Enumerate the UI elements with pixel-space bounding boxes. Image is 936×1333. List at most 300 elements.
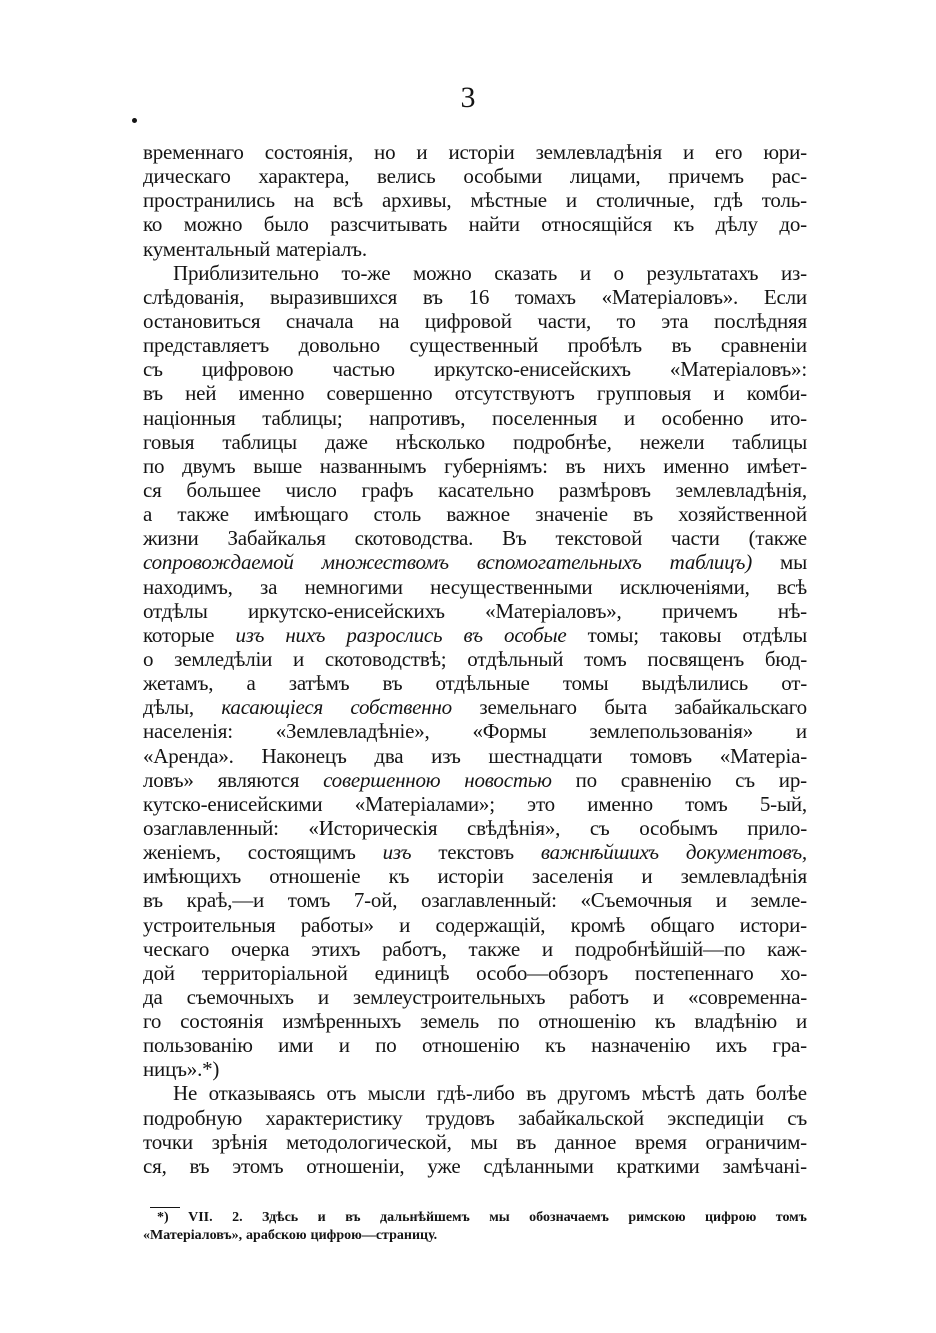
word: *) bbox=[157, 1210, 169, 1225]
word: ко bbox=[143, 212, 163, 237]
word: текстовъ bbox=[438, 840, 514, 865]
word: въ bbox=[516, 1129, 537, 1154]
text-line bbox=[143, 478, 807, 502]
word: и bbox=[652, 984, 664, 1009]
word: «Матеріаловъ», bbox=[485, 598, 622, 623]
text-line bbox=[143, 744, 807, 768]
word: мысли bbox=[367, 1081, 426, 1106]
word: методологической, bbox=[286, 1129, 452, 1154]
margin-dot bbox=[132, 118, 137, 123]
word: хо- bbox=[780, 960, 807, 985]
word: въ bbox=[565, 453, 586, 478]
word: націонныя bbox=[143, 405, 236, 430]
text-line bbox=[143, 695, 807, 719]
word: отсутствуютъ bbox=[454, 381, 575, 406]
word: поселенныя bbox=[491, 405, 598, 430]
word: дой bbox=[143, 960, 175, 985]
word: состоянія bbox=[180, 1009, 264, 1034]
word: данное bbox=[554, 1129, 617, 1154]
word: состоящимъ bbox=[247, 840, 356, 865]
word: съ bbox=[143, 357, 163, 382]
word: гдѣ-либо bbox=[436, 1081, 515, 1106]
word: краѣ,—и bbox=[186, 888, 265, 913]
word: несущественными bbox=[430, 574, 593, 599]
word: до- bbox=[779, 212, 807, 237]
word: иркутско-енисейскихъ bbox=[434, 357, 631, 382]
word: въ bbox=[143, 888, 163, 913]
word: дическаго bbox=[143, 164, 231, 189]
word: сравненію bbox=[620, 767, 712, 792]
word: послѣдняя bbox=[714, 308, 807, 333]
word: Если bbox=[763, 284, 807, 309]
word: исключеніями, bbox=[619, 574, 750, 599]
word: въ bbox=[526, 1081, 547, 1106]
text-line bbox=[143, 454, 807, 478]
text-line bbox=[143, 1081, 807, 1105]
word: разсчитывать bbox=[330, 212, 448, 237]
word: эта bbox=[661, 308, 689, 333]
word: этомъ bbox=[232, 1153, 284, 1178]
word: сопровождаемой bbox=[143, 550, 294, 575]
word: обозначаемъ bbox=[529, 1210, 609, 1225]
text-line bbox=[143, 671, 807, 695]
word: а bbox=[246, 671, 256, 696]
word: части, bbox=[537, 308, 592, 333]
word: съ bbox=[787, 1105, 807, 1130]
word: подробнѣе, bbox=[512, 429, 612, 454]
word: замѣчані- bbox=[722, 1153, 807, 1178]
word: цифрою bbox=[704, 1210, 757, 1225]
text-line bbox=[143, 937, 807, 961]
word: томъ bbox=[287, 888, 331, 913]
word: и bbox=[795, 1009, 807, 1034]
text-line bbox=[143, 333, 807, 357]
word: «Матеріаловъ», bbox=[143, 1228, 243, 1243]
word: землеустроительныхъ bbox=[352, 984, 546, 1009]
text-line bbox=[143, 768, 807, 792]
word: губерніямъ: bbox=[444, 453, 548, 478]
word: гра- bbox=[772, 1033, 807, 1058]
word: кутско-енисейскими bbox=[143, 791, 323, 816]
word: къ bbox=[654, 1009, 676, 1034]
word: два bbox=[374, 743, 404, 768]
word: матеріалъ. bbox=[276, 236, 367, 261]
word: въ bbox=[143, 381, 163, 406]
word: «Съемочныя bbox=[580, 888, 693, 913]
word: комби- bbox=[746, 381, 807, 406]
word: дать bbox=[706, 1081, 745, 1106]
word: значеніе bbox=[535, 502, 608, 527]
word: въ bbox=[671, 333, 692, 358]
word: «Формы bbox=[472, 719, 547, 744]
word: нѣсколько bbox=[395, 429, 485, 454]
word: архивы, bbox=[381, 188, 452, 213]
word: томъ bbox=[775, 1210, 807, 1225]
word: 2. bbox=[232, 1210, 243, 1225]
word: отъ bbox=[326, 1081, 357, 1106]
word: и bbox=[795, 719, 807, 744]
word: отдѣльный bbox=[467, 646, 564, 671]
word: измѣренныхъ bbox=[282, 1009, 402, 1034]
word: томахъ bbox=[514, 284, 576, 309]
word: ницъ».*) bbox=[143, 1057, 220, 1082]
word: по bbox=[575, 767, 597, 792]
word: мѣстные bbox=[470, 188, 547, 213]
text-line bbox=[143, 526, 807, 550]
word: совершенно bbox=[326, 381, 433, 406]
text-line bbox=[143, 840, 807, 864]
word: нежели bbox=[639, 429, 705, 454]
word: и bbox=[317, 1210, 326, 1225]
word: столичные, bbox=[595, 188, 695, 213]
word: единицѣ bbox=[374, 960, 450, 985]
word: работъ bbox=[569, 984, 629, 1009]
word: въ bbox=[345, 1210, 361, 1225]
word: по bbox=[375, 1033, 397, 1058]
text-line bbox=[143, 1009, 807, 1033]
word: имѣющихъ bbox=[143, 864, 241, 889]
word: 5-ый, bbox=[759, 791, 807, 816]
text-line bbox=[143, 816, 807, 840]
word: частью bbox=[332, 357, 395, 382]
word: отдѣльные bbox=[435, 671, 530, 696]
word: особымъ bbox=[639, 815, 718, 840]
page-number: 3 bbox=[460, 81, 476, 114]
word: уже bbox=[427, 1153, 461, 1178]
word: имѣющаго bbox=[254, 502, 349, 527]
word: пробѣлъ bbox=[567, 333, 642, 358]
word: затѣмъ bbox=[288, 671, 350, 696]
word: съ bbox=[735, 767, 755, 792]
text-line bbox=[143, 913, 807, 937]
word: графъ bbox=[361, 477, 414, 502]
word: бюд- bbox=[764, 646, 807, 671]
word: особенно bbox=[661, 405, 744, 430]
word: это bbox=[527, 791, 555, 816]
text-line bbox=[143, 406, 807, 430]
word: на bbox=[293, 188, 315, 213]
word: дѣлы, bbox=[143, 695, 194, 720]
word: и bbox=[399, 912, 411, 937]
word: слѣдованія, bbox=[143, 284, 245, 309]
word: территоріальной bbox=[201, 960, 348, 985]
word: двумъ bbox=[182, 453, 236, 478]
word: «Матеріаловъ»: bbox=[669, 357, 807, 382]
word: результатахъ bbox=[646, 260, 759, 285]
word: на bbox=[379, 308, 400, 333]
word: о bbox=[143, 646, 154, 671]
word: которые bbox=[143, 622, 215, 647]
word: мы bbox=[489, 1210, 510, 1225]
word: прило- bbox=[747, 815, 807, 840]
word: мы bbox=[470, 1129, 498, 1154]
word: «современна- bbox=[687, 984, 807, 1009]
word: особо—обзоръ bbox=[476, 960, 609, 985]
word: въ bbox=[463, 622, 483, 647]
word: населенія: bbox=[143, 719, 233, 744]
word: жетамъ, bbox=[143, 671, 214, 696]
word: ограничим- bbox=[705, 1129, 807, 1154]
word: его bbox=[715, 140, 743, 164]
text-line bbox=[143, 381, 807, 405]
text-line bbox=[143, 792, 807, 816]
word: экспедиціи bbox=[667, 1105, 764, 1130]
text-line bbox=[143, 961, 807, 985]
word: землевладѣнія bbox=[535, 140, 662, 164]
word: арабскою bbox=[246, 1228, 307, 1243]
word: вспомогательныхъ bbox=[476, 550, 642, 575]
word: таковы bbox=[660, 622, 722, 647]
text-line bbox=[143, 1106, 807, 1130]
word: ческаго bbox=[143, 936, 210, 961]
word: каж- bbox=[767, 936, 807, 961]
word: ито- bbox=[770, 405, 807, 430]
text-line bbox=[143, 237, 807, 261]
text-line bbox=[143, 357, 807, 381]
word: мѣстѣ bbox=[641, 1081, 696, 1106]
word: можно bbox=[413, 260, 472, 285]
text-line bbox=[143, 309, 807, 333]
word: «Матеріа- bbox=[719, 743, 807, 768]
word: изъ bbox=[235, 622, 265, 647]
word: Не bbox=[173, 1081, 198, 1106]
word: «Матеріаловъ». bbox=[601, 284, 739, 309]
word: выше bbox=[253, 453, 302, 478]
word: го bbox=[143, 1009, 162, 1034]
word: сказать bbox=[494, 260, 558, 285]
word: ней bbox=[185, 381, 217, 406]
word: всѣ bbox=[333, 188, 363, 213]
word: и bbox=[338, 1033, 350, 1058]
text-line bbox=[143, 985, 807, 1009]
word: касательно bbox=[438, 477, 534, 502]
word: характеристику bbox=[265, 1105, 403, 1130]
word: групповыя bbox=[596, 381, 692, 406]
text-line bbox=[143, 502, 807, 526]
word: иркутско-енисейскихъ bbox=[247, 598, 445, 623]
word: назначенію bbox=[591, 1033, 691, 1058]
word: число bbox=[285, 477, 337, 502]
word: подробную bbox=[143, 1105, 243, 1130]
word: содержащій, bbox=[435, 912, 546, 937]
word: а bbox=[143, 502, 153, 527]
word: но bbox=[374, 140, 396, 164]
text-line bbox=[143, 1033, 807, 1057]
word: касающіеся bbox=[221, 695, 324, 720]
word: и bbox=[713, 381, 725, 406]
word: томъ bbox=[584, 646, 627, 671]
word: этихъ bbox=[311, 936, 361, 961]
text-line bbox=[143, 1057, 807, 1081]
word: VII. bbox=[188, 1210, 213, 1225]
word: ир- bbox=[778, 767, 807, 792]
word: посвященъ bbox=[647, 646, 744, 671]
word: скотоводствѣ; bbox=[324, 646, 447, 671]
body-text bbox=[143, 140, 807, 1178]
word: шестнадцати bbox=[488, 743, 603, 768]
word: то bbox=[616, 308, 636, 333]
word: также bbox=[177, 502, 229, 527]
word: Приблизительно bbox=[173, 260, 319, 285]
word: нихъ bbox=[285, 622, 326, 647]
word: дальнѣйшемъ bbox=[380, 1210, 470, 1225]
word: и bbox=[682, 140, 694, 164]
word: «Историческія bbox=[308, 815, 438, 840]
word: быта bbox=[604, 695, 647, 720]
word: немногими bbox=[304, 574, 403, 599]
text-line bbox=[143, 575, 807, 599]
text-line bbox=[143, 430, 807, 454]
word: таблицы bbox=[222, 429, 297, 454]
footnote bbox=[143, 1209, 807, 1245]
word: и bbox=[416, 140, 428, 164]
word: части bbox=[671, 526, 720, 551]
word: Здѣсь bbox=[262, 1210, 299, 1225]
word: къ bbox=[544, 1033, 566, 1058]
word: 16 bbox=[468, 284, 490, 309]
word: земле- bbox=[750, 888, 807, 913]
text-line bbox=[143, 888, 807, 912]
word: именно bbox=[587, 791, 653, 816]
word: можно bbox=[183, 212, 243, 237]
word: зрѣнія bbox=[211, 1129, 268, 1154]
word: гдѣ bbox=[713, 188, 743, 213]
word: таблицы; bbox=[262, 405, 343, 430]
word: было bbox=[263, 212, 309, 237]
word: по bbox=[143, 453, 165, 478]
word: трудовъ bbox=[425, 1105, 495, 1130]
word: всѣ bbox=[777, 574, 807, 599]
word: нѣ- bbox=[777, 598, 807, 623]
word: юри- bbox=[763, 140, 807, 164]
text-line bbox=[143, 1130, 807, 1154]
word: отношеніи, bbox=[306, 1153, 405, 1178]
word: и bbox=[565, 188, 577, 213]
word: томы bbox=[562, 671, 609, 696]
word: ими bbox=[278, 1033, 314, 1058]
word: другомъ bbox=[557, 1081, 631, 1106]
text-line bbox=[143, 1227, 807, 1245]
word: изъ bbox=[382, 840, 412, 865]
word: о bbox=[613, 260, 624, 285]
text-line bbox=[143, 1209, 807, 1227]
word: даже bbox=[324, 429, 368, 454]
word: и bbox=[715, 888, 727, 913]
word: кромѣ bbox=[570, 912, 626, 937]
word: текстовой bbox=[555, 526, 643, 551]
word: цифрою—страницу. bbox=[310, 1228, 438, 1243]
word: съемочныхъ bbox=[186, 984, 294, 1009]
word: ихъ bbox=[715, 1033, 747, 1058]
word: краткими bbox=[616, 1153, 700, 1178]
word: довольно bbox=[298, 333, 380, 358]
word: от- bbox=[781, 671, 807, 696]
word: лицами, bbox=[569, 164, 641, 189]
word: находимъ, bbox=[143, 574, 233, 599]
word: общаго bbox=[650, 912, 715, 937]
word: томъ bbox=[685, 791, 728, 816]
word: земель bbox=[419, 1009, 480, 1034]
word: да bbox=[143, 984, 163, 1009]
word: «Землевладѣніе», bbox=[275, 719, 430, 744]
word: по bbox=[497, 1009, 520, 1034]
word: особыми bbox=[463, 164, 543, 189]
text-line bbox=[143, 188, 807, 212]
text-line bbox=[143, 623, 807, 647]
word: озаглавленный: bbox=[421, 888, 557, 913]
word: въ bbox=[189, 1153, 210, 1178]
word: нихъ bbox=[603, 453, 646, 478]
text-line bbox=[143, 864, 807, 888]
word: къ bbox=[388, 864, 410, 889]
word: важное bbox=[446, 502, 510, 527]
word: отдѣлы bbox=[742, 622, 807, 647]
word: Забайкалья bbox=[227, 526, 326, 551]
text-line bbox=[143, 285, 807, 309]
word: землепользованія» bbox=[589, 719, 754, 744]
word: сравненіи bbox=[720, 333, 807, 358]
word: отдѣлы bbox=[143, 598, 208, 623]
word: римскою bbox=[628, 1210, 686, 1225]
text-line bbox=[143, 719, 807, 743]
word: множествомъ bbox=[321, 550, 449, 575]
text-line bbox=[143, 164, 807, 188]
word: являются bbox=[217, 767, 300, 792]
word: именно bbox=[663, 453, 729, 478]
word: болѣе bbox=[755, 1081, 807, 1106]
word: выразившихся bbox=[269, 284, 398, 309]
word: новостью bbox=[464, 767, 552, 792]
word: причемъ bbox=[668, 164, 744, 189]
word: ловъ» bbox=[143, 767, 194, 792]
word: томы; bbox=[587, 622, 639, 647]
word: томовъ bbox=[630, 743, 692, 768]
word: документовъ, bbox=[685, 840, 807, 865]
word: толь- bbox=[761, 188, 807, 213]
word: сдѣланными bbox=[483, 1153, 594, 1178]
word: ся bbox=[143, 477, 162, 502]
word: (также bbox=[748, 526, 807, 551]
word: озаглавленный: bbox=[143, 815, 279, 840]
word: точки bbox=[143, 1129, 193, 1154]
word: работъ, bbox=[382, 936, 447, 961]
word: свѣдѣнія», bbox=[466, 815, 561, 840]
word: размѣровъ bbox=[558, 477, 651, 502]
word: особые bbox=[504, 622, 567, 647]
word: и bbox=[623, 405, 635, 430]
word: очерка bbox=[230, 936, 290, 961]
word: цифровой bbox=[424, 308, 512, 333]
word: въ bbox=[382, 671, 403, 696]
word: представляетъ bbox=[143, 333, 270, 358]
word: таблицы bbox=[732, 429, 807, 454]
footnote-rule bbox=[150, 1207, 180, 1208]
word: работы» bbox=[300, 912, 374, 937]
word: 7-ой, bbox=[353, 888, 398, 913]
word: большее bbox=[186, 477, 261, 502]
word: и bbox=[641, 864, 653, 889]
word: истори- bbox=[739, 912, 807, 937]
word: забайкальской bbox=[518, 1105, 644, 1130]
word: и bbox=[293, 646, 305, 671]
text-line bbox=[143, 1154, 807, 1178]
word: именно bbox=[238, 381, 305, 406]
text-line bbox=[143, 140, 807, 164]
word: таблицъ) bbox=[669, 550, 753, 575]
word: постепеннаго bbox=[634, 960, 754, 985]
word: цифровою bbox=[201, 357, 294, 382]
word: и bbox=[541, 936, 553, 961]
